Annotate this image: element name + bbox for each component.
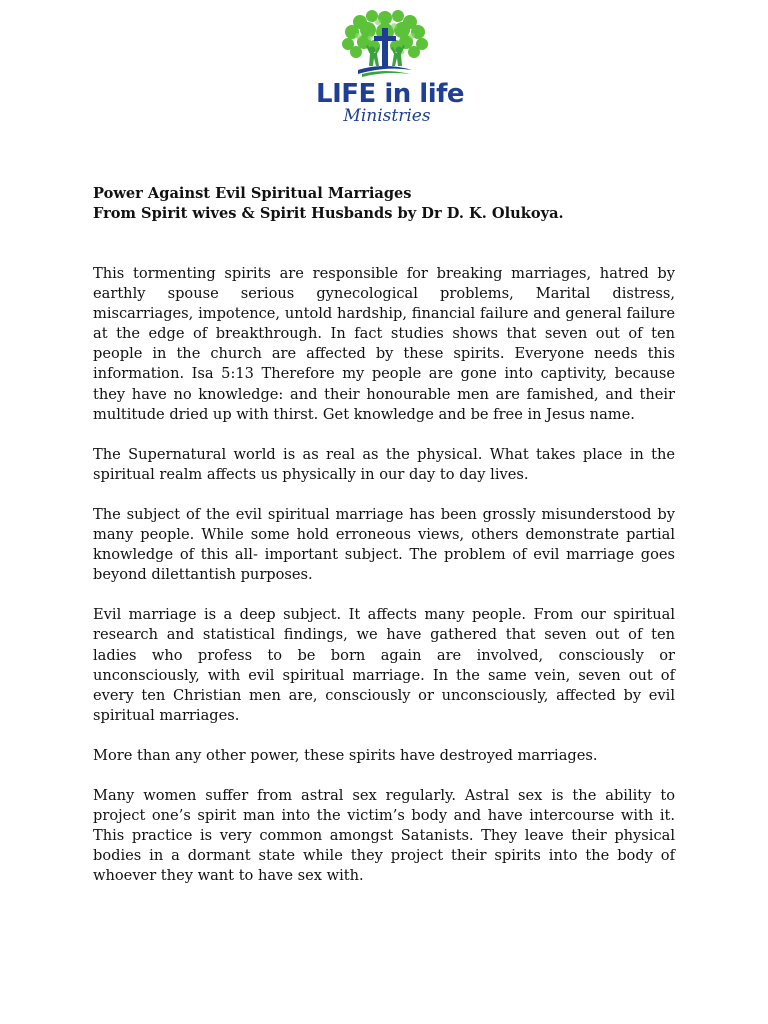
paragraph: Many women suffer from astral sex regularly. Astral sex is the ability to project one’s spirit man into the victim’s body and have intercourse with it. This practice is very common amongst Satanists. They leave their physical bodies in a dormant state while they project their spirits into the body of whoever they want to have sex with. [93,786,675,885]
tree-cross-icon [312,8,458,82]
paragraph: The Supernatural world is as real as the physical. What takes place in the spiritual realm affects us physically in our day to day lives. [93,445,675,483]
document-subtitle: From Spirit wives & Spirit Husbands by Dr D. K. Olukoya. [93,205,564,222]
paragraph: More than any other power, these spirits have destroyed marriages. [93,746,598,764]
ministry-logo [312,8,465,132]
logo-name: LIFE in life [316,79,465,109]
document-body [93,184,675,886]
document-title: Power Against Evil Spiritual Marriages [93,185,412,202]
logo-subtitle: Ministries [343,106,431,126]
paragraph: Evil marriage is a deep subject. It affects many people. From our spiritual research and statistical findings, we have gathered that seven out of ten ladies who profess to be born again are involved, consciously or unconsciously, with evil spiritual marriage. In the same vein, seven out of every ten Christian men are, consciously or unconsciously, affected by evil spiritual marriages. [93,606,675,724]
paragraph: This tormenting spirits are responsible for breaking marriages, hatred by earthly spouse serious gynecological problems, Marital distress, miscarriages, impotence, untold hardship, financial failure and general failure at the edge of breakthrough. In fact studies shows that seven out of ten people in the church are affected by these spirits. Everyone needs this information. Isa 5:13 Therefore my people are gone into captivity, because they have no knowledge: and their honourable men are famished, and their multitude dried up with thirst. Get knowledge and be free in Jesus name. [93,265,675,423]
paragraph: The subject of the evil spiritual marriage has been grossly misunderstood by many people. While some hold erroneous views, others demonstrate partial knowledge of this all- important subject. The problem of evil marriage goes beyond dilettantish purposes. [93,505,675,584]
